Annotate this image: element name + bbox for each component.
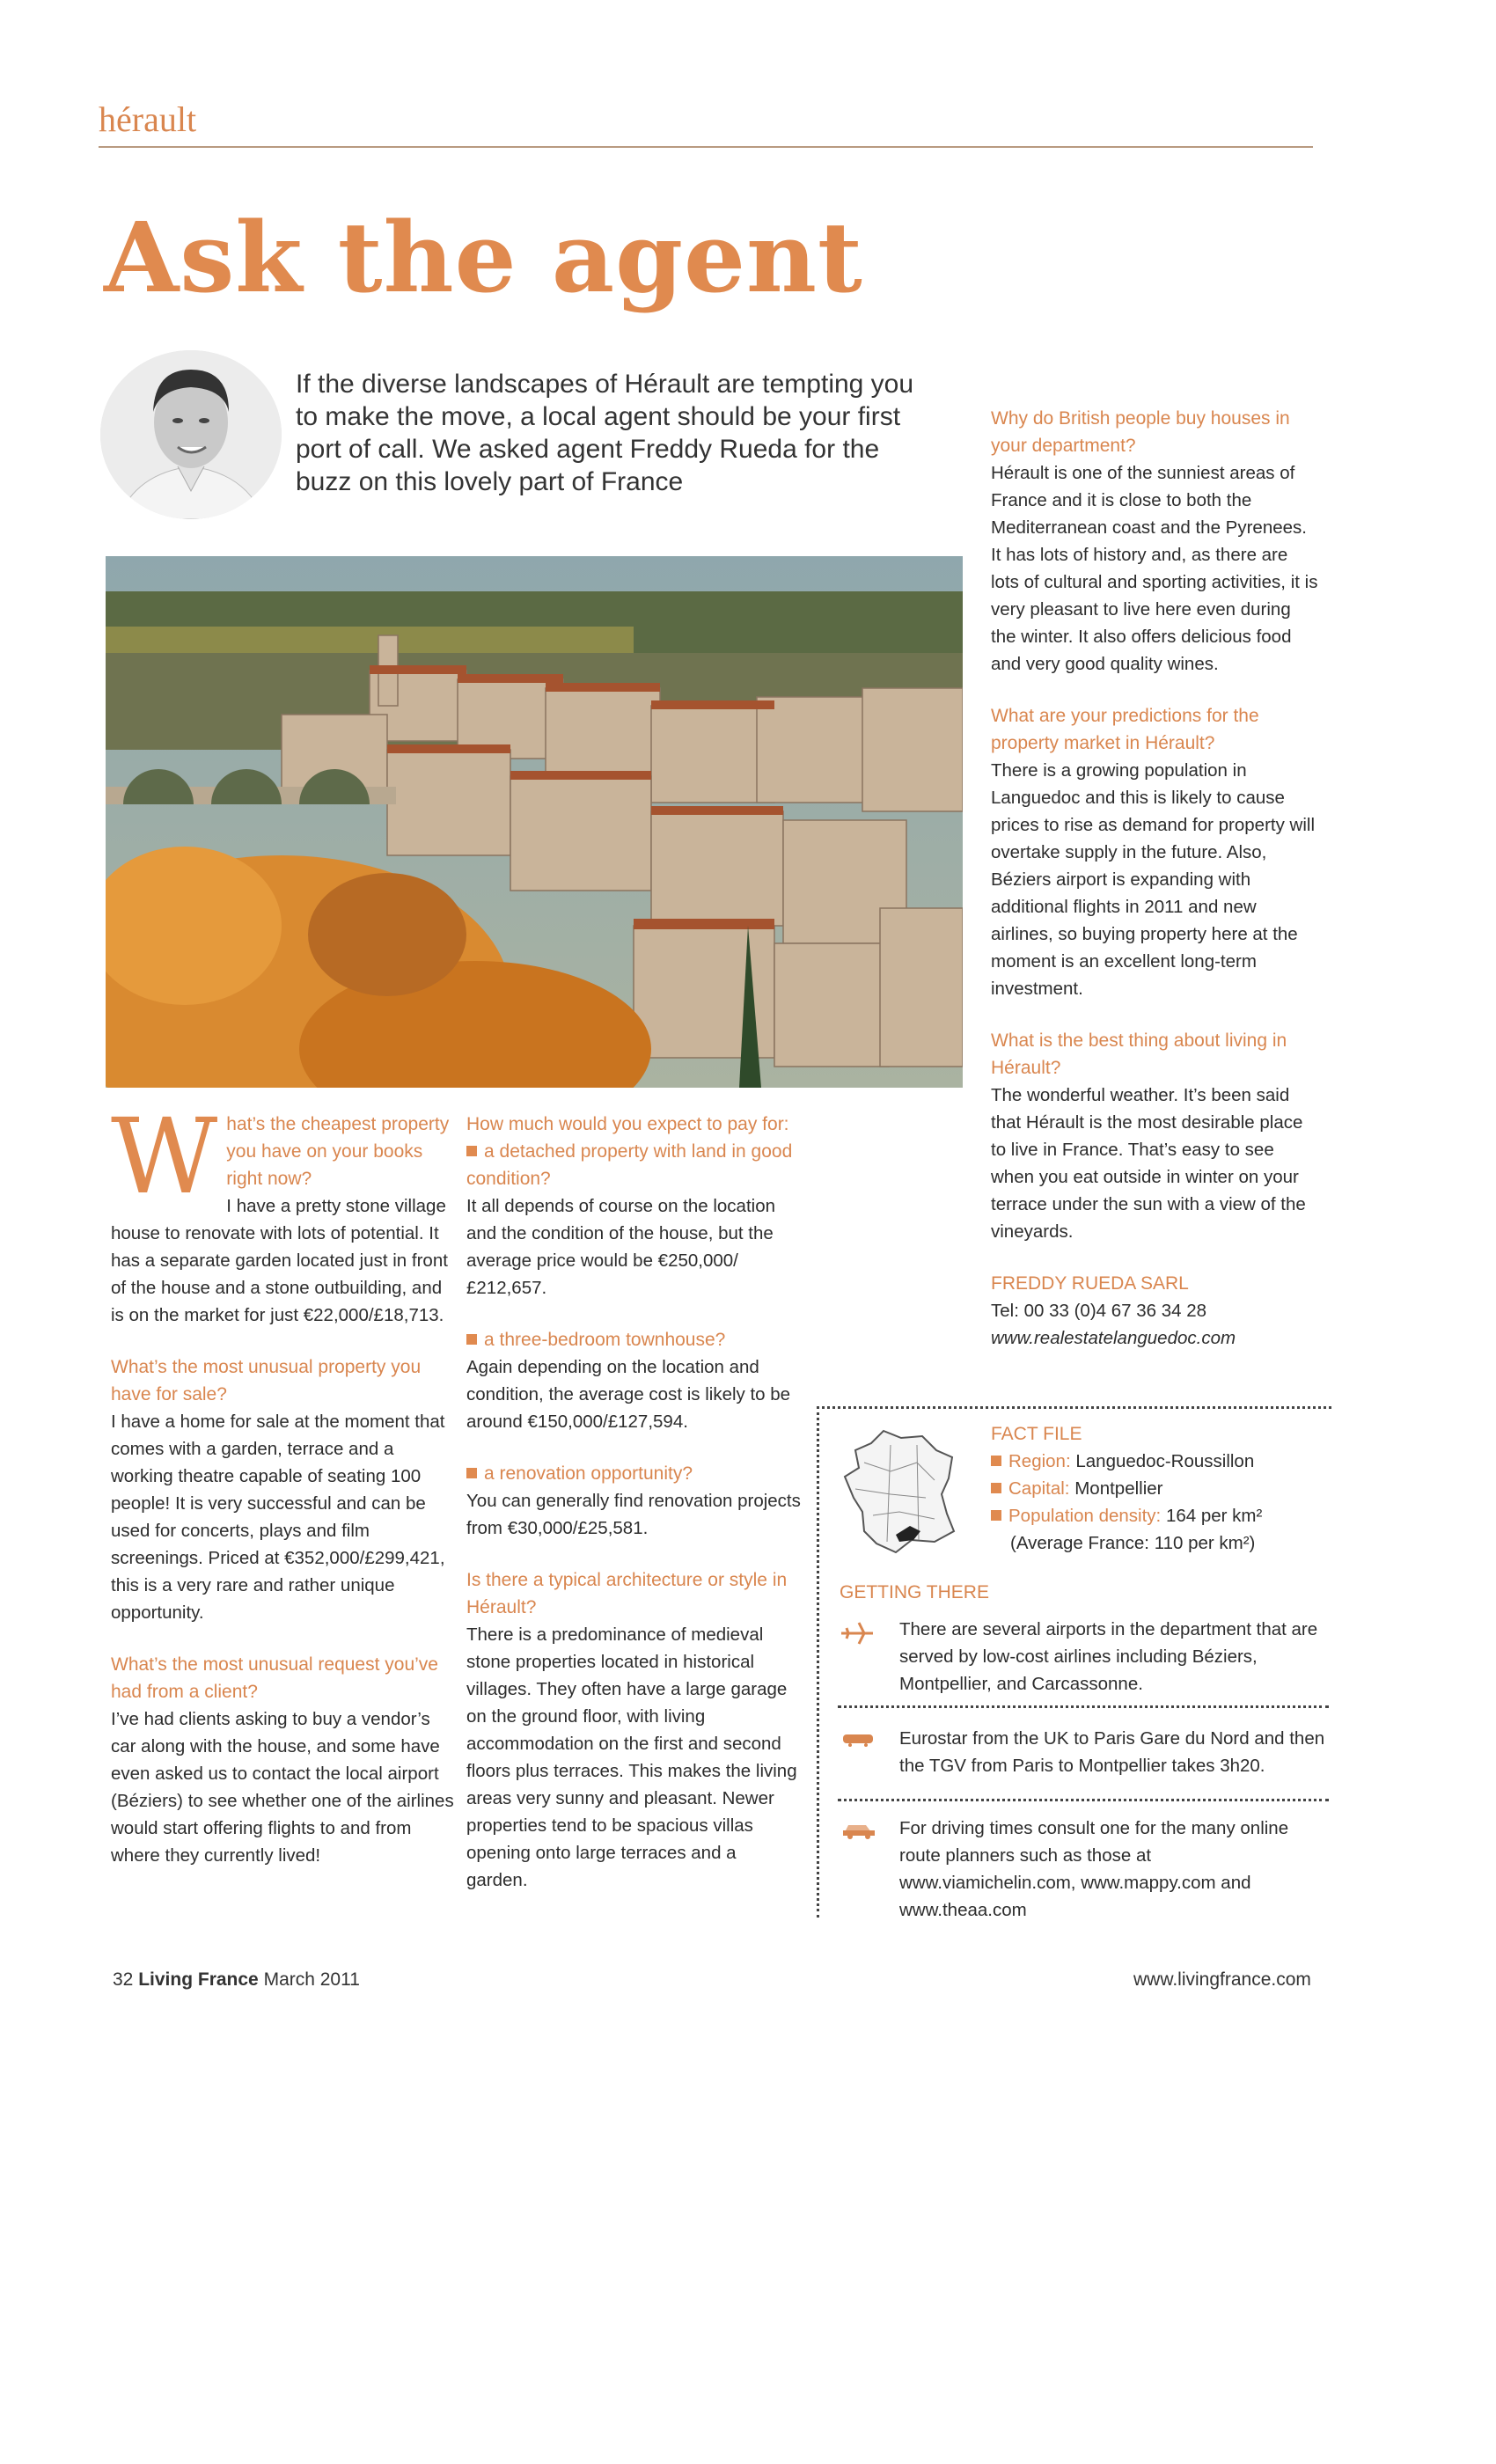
section-label: hérault — [99, 99, 197, 139]
village-photo — [106, 556, 963, 1088]
getting-there-air: There are several airports in the department that are served by low-cost airlines including Béziers, Montpellier, and Carcassonne. — [899, 1619, 1318, 1694]
train-icon — [841, 1730, 876, 1752]
question-unusual-property: What’s the most unusual property you have for sale? — [111, 1357, 422, 1404]
answer-unusual-property: I have a home for sale at the moment that comes with a garden, terrace and a working theatre capable of seating 100 people! It is very successful and can be used for concerts, plays and film screenings. Priced at €352,000/£299,421, this is a very rare and rather unique opportunity. — [111, 1412, 445, 1623]
answer-british: Hérault is one of the sunniest areas of France and it is close to both the Mediterranean coast and the Pyrenees. It has lots of history and, as there are lots of cultural and sporting activities, it is very pleasant to live here even during the winter. It also offers delicious food and very good quality wines. — [991, 463, 1318, 674]
fact-density-average: (Average France: 110 per km²) — [1010, 1533, 1256, 1553]
agent-website[interactable]: www.realestatelanguedoc.com — [991, 1328, 1236, 1348]
france-map — [838, 1427, 961, 1564]
column-3 — [991, 405, 1318, 1352]
subquestion-renovation: a renovation opportunity? — [466, 1460, 801, 1487]
answer-predictions: There is a growing population in Languedoc and this is likely to cause prices to rise as demand for property will overtake supply in the future. Also, Béziers airport is expanding with additional flights in 2011 and new airlines, so buying property here at the moment is an excellent long-term investment. — [991, 760, 1316, 999]
footer-left — [113, 1969, 360, 1991]
question-cheapest: hat’s the cheapest property you have on your books right now? — [226, 1114, 450, 1189]
subquestion-townhouse: a three-bedroom townhouse? — [466, 1326, 801, 1353]
bullet-square — [466, 1468, 477, 1478]
car-icon — [841, 1820, 876, 1844]
answer-detached: It all depends of course on the location and the condition of the house, but the average price would be €250,000/£212,657. — [466, 1196, 776, 1298]
plane-icon — [840, 1617, 875, 1654]
agent-company: FREDDY RUEDA SARL — [991, 1273, 1189, 1294]
column-2 — [466, 1111, 801, 1894]
fact-capital: Capital: Montpellier — [991, 1475, 1325, 1502]
page-number: 32 — [113, 1969, 134, 1990]
page-title: Ask the agent — [104, 201, 863, 314]
question-best-thing: What is the best thing about living in Hérault? — [991, 1030, 1287, 1078]
divider — [838, 1799, 1329, 1801]
answer-architecture: There is a predominance of medieval stone properties located in historical villages. They often have a large garage on the ground floor, with living accommodation on the first and second floors plus terraces. This makes the living areas very sunny and pleasant. Newer properties tend to be spacious villas opening onto large terraces and a garden. — [466, 1624, 797, 1890]
answer-renovation: You can generally find renovation projects from €30,000/£25,581. — [466, 1491, 801, 1538]
fact-file — [991, 1420, 1325, 1557]
answer-unusual-request: I’ve had clients asking to buy a vendor’s car along with the house, and some have even asked us to contact the local airport (Béziers) to see whether one of the airlines would start offering flights to and from where they currently lived! — [111, 1709, 454, 1866]
bullet-square — [466, 1146, 477, 1156]
divider — [838, 1705, 1329, 1708]
bullet-square — [466, 1334, 477, 1345]
column-1 — [111, 1096, 454, 1869]
answer-townhouse: Again depending on the location and condition, the average cost is likely to be around €150,000/£127,594. — [466, 1357, 791, 1432]
agent-phone: Tel: 00 33 (0)4 67 36 34 28 — [991, 1301, 1207, 1321]
agent-portrait — [100, 350, 282, 519]
question-predictions: What are your predictions for the property market in Hérault? — [991, 706, 1259, 753]
header-rule — [99, 146, 1313, 148]
fact-density: Population density: 164 per km² — [991, 1502, 1325, 1529]
getting-there-train: Eurostar from the UK to Paris Gare du Nord and then the TGV from Paris to Montpellier takes 3h20. — [899, 1728, 1325, 1776]
subquestion-detached: a detached property with land in good condition? — [466, 1141, 793, 1189]
magazine-name: Living France — [138, 1969, 259, 1990]
question-unusual-request: What’s the most unusual request you’ve had from a client? — [111, 1654, 438, 1702]
issue-date: March 2011 — [263, 1969, 360, 1990]
getting-there-car: For driving times consult one for the many online route planners such as those at www.viamichelin.com, www.mappy.com and www.theaa.com — [899, 1818, 1289, 1920]
question-prices: How much would you expect to pay for: — [466, 1114, 789, 1134]
question-architecture: Is there a typical architecture or style in Hérault? — [466, 1570, 788, 1617]
footer-website[interactable]: www.livingfrance.com — [1133, 1969, 1311, 1990]
fact-region: Region: Languedoc-Roussillon — [991, 1448, 1325, 1475]
intro-text: If the diverse landscapes of Hérault are tempting you to make the move, a local agent should be your first port of call. We asked agent Freddy Rueda for the buzz on this lovely part of France — [296, 370, 914, 496]
answer-best-thing: The wonderful weather. It’s been said that Hérault is the most desirable place to live in France. That’s easy to see when you eat outside in winter on your terrace under the sun with a view of the vineyards. — [991, 1085, 1306, 1242]
question-british: Why do British people buy houses in your department? — [991, 408, 1290, 456]
dropcap: W — [111, 1096, 218, 1217]
getting-there-heading: GETTING THERE — [840, 1582, 989, 1602]
answer-cheapest: I have a pretty stone village house to renovate with lots of potential. It has a separate garden located just in front of the house and a stone outbuilding, and is on the market for just €22,000/£18,713. — [111, 1196, 448, 1325]
fact-file-heading: FACT FILE — [991, 1424, 1082, 1444]
